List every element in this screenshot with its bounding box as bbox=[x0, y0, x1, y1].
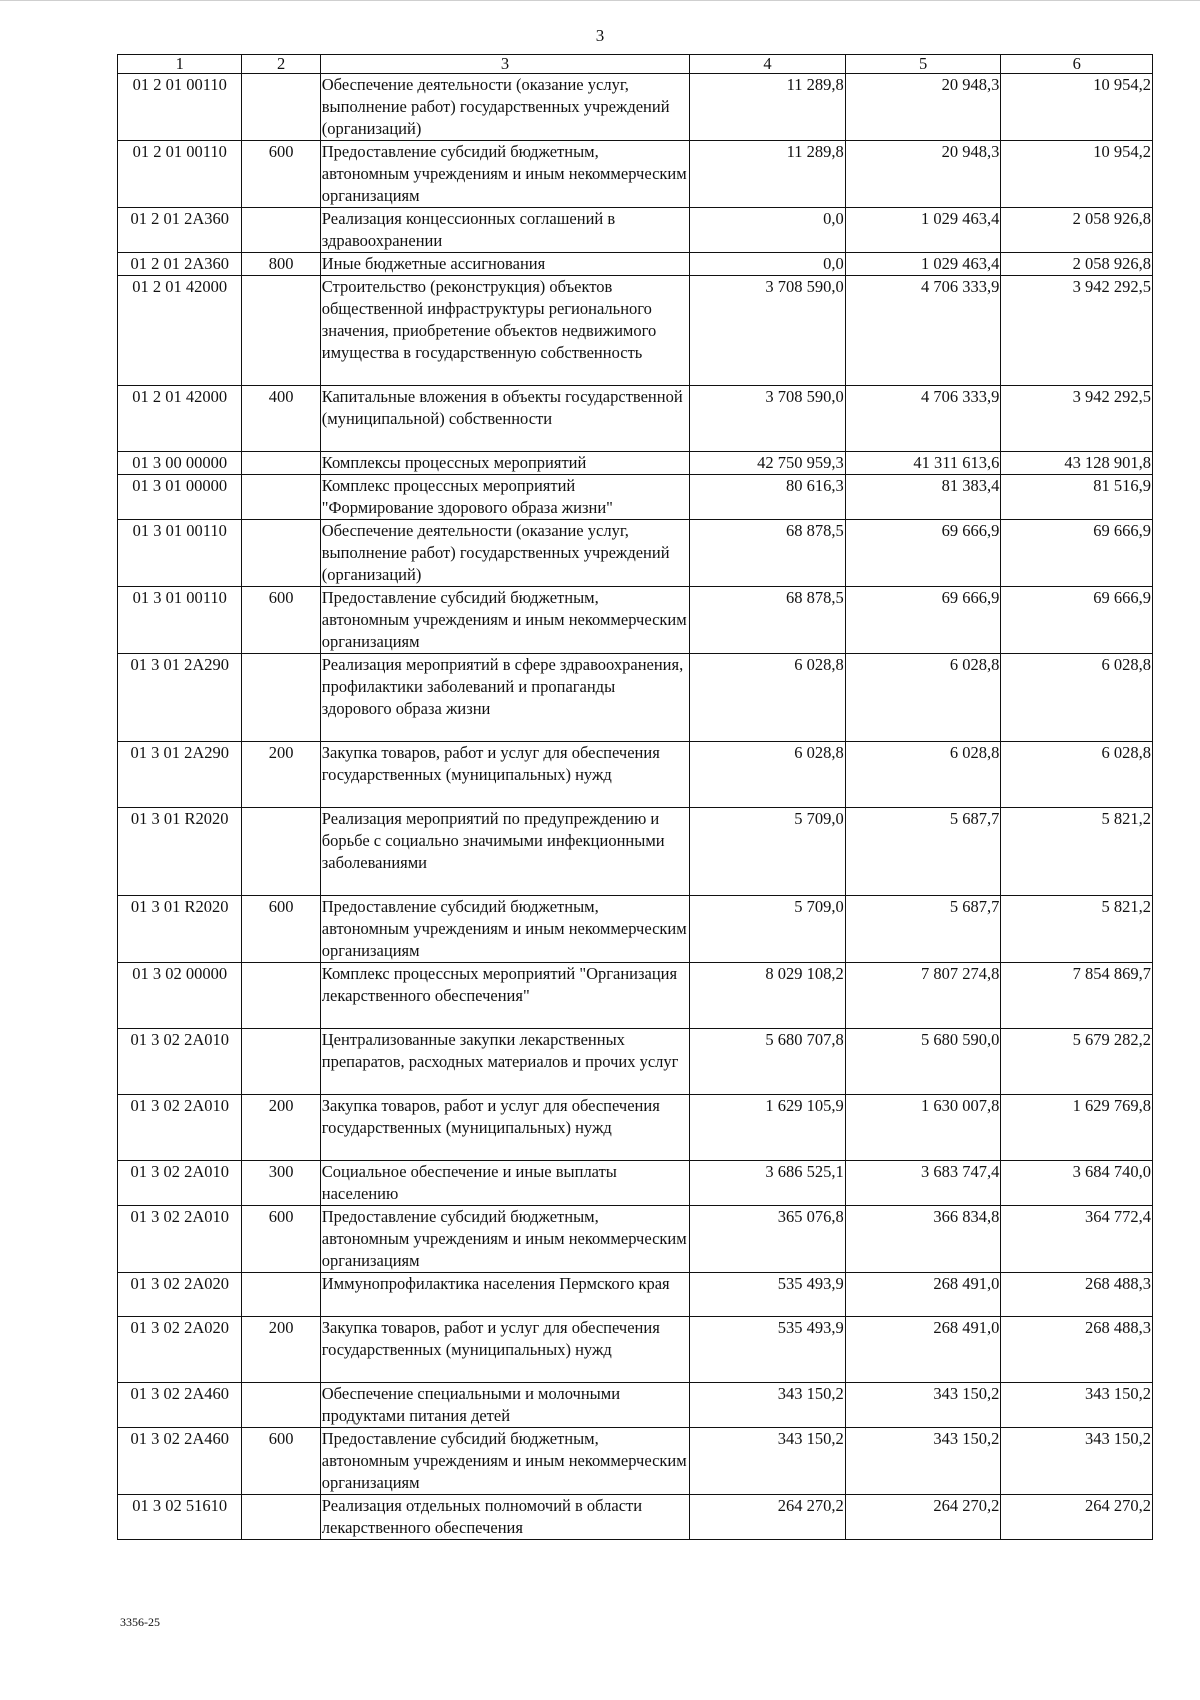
row-value-col4: 0,0 bbox=[690, 253, 846, 276]
row-name: Иммунопрофилактика населения Пермского края bbox=[320, 1273, 689, 1317]
row-expense-type bbox=[242, 963, 320, 1029]
row-value-col6: 5 821,2 bbox=[1001, 808, 1153, 896]
row-value-col4: 5 709,0 bbox=[690, 808, 846, 896]
row-name: Комплекс процессных мероприятий "Формирование здорового образа жизни" bbox=[320, 475, 689, 520]
row-name: Предоставление субсидий бюджетным, автономным учреждениям и иным некоммерческим организациям bbox=[320, 1206, 689, 1273]
row-name: Обеспечение деятельности (оказание услуг, выполнение работ) государственных учреждений (организаций) bbox=[320, 74, 689, 141]
row-value-col6: 2 058 926,8 bbox=[1001, 253, 1153, 276]
row-value-col4: 535 493,9 bbox=[690, 1273, 846, 1317]
table-row bbox=[118, 452, 1153, 475]
table-row bbox=[118, 654, 1153, 742]
row-expense-type bbox=[242, 1383, 320, 1428]
row-value-col5: 6 028,8 bbox=[845, 654, 1001, 742]
table-row bbox=[118, 74, 1153, 141]
row-value-col4: 3 708 590,0 bbox=[690, 386, 846, 452]
row-value-col5: 264 270,2 bbox=[845, 1495, 1001, 1540]
row-value-col6: 364 772,4 bbox=[1001, 1206, 1153, 1273]
table-row bbox=[118, 742, 1153, 808]
row-value-col4: 5 680 707,8 bbox=[690, 1029, 846, 1095]
row-code: 01 2 01 42000 bbox=[118, 276, 242, 386]
row-code: 01 3 01 00110 bbox=[118, 587, 242, 654]
row-name: Централизованные закупки лекарственных препаратов, расходных материалов и прочих услуг bbox=[320, 1029, 689, 1095]
row-value-col4: 6 028,8 bbox=[690, 742, 846, 808]
row-expense-type bbox=[242, 1273, 320, 1317]
row-name: Реализация мероприятий по предупреждению и борьбе с социально значимыми инфекционными заболеваниями bbox=[320, 808, 689, 896]
row-code: 01 3 02 2А010 bbox=[118, 1206, 242, 1273]
row-value-col6: 343 150,2 bbox=[1001, 1428, 1153, 1495]
row-value-col5: 268 491,0 bbox=[845, 1273, 1001, 1317]
row-value-col6: 343 150,2 bbox=[1001, 1383, 1153, 1428]
row-code: 01 2 01 42000 bbox=[118, 386, 242, 452]
row-value-col5: 268 491,0 bbox=[845, 1317, 1001, 1383]
document-footer-code: 3356-25 bbox=[120, 1615, 160, 1629]
row-code: 01 3 01 2А290 bbox=[118, 654, 242, 742]
row-value-col5: 7 807 274,8 bbox=[845, 963, 1001, 1029]
row-code: 01 3 02 2А010 bbox=[118, 1095, 242, 1161]
row-code: 01 3 02 00000 bbox=[118, 963, 242, 1029]
row-value-col6: 5 679 282,2 bbox=[1001, 1029, 1153, 1095]
row-value-col4: 343 150,2 bbox=[690, 1383, 846, 1428]
table-row bbox=[118, 1206, 1153, 1273]
row-value-col6: 3 942 292,5 bbox=[1001, 276, 1153, 386]
row-code: 01 3 02 2А020 bbox=[118, 1317, 242, 1383]
header-col-2: 2 bbox=[242, 55, 320, 74]
row-value-col4: 68 878,5 bbox=[690, 587, 846, 654]
row-expense-type: 600 bbox=[242, 896, 320, 963]
row-value-col5: 5 680 590,0 bbox=[845, 1029, 1001, 1095]
row-value-col6: 6 028,8 bbox=[1001, 654, 1153, 742]
row-code: 01 2 01 00110 bbox=[118, 74, 242, 141]
row-value-col5: 343 150,2 bbox=[845, 1383, 1001, 1428]
header-col-1: 1 bbox=[118, 55, 242, 74]
row-code: 01 3 01 00110 bbox=[118, 520, 242, 587]
row-expense-type bbox=[242, 452, 320, 475]
header-col-4: 4 bbox=[690, 55, 846, 74]
row-code: 01 2 01 2А360 bbox=[118, 253, 242, 276]
row-name: Обеспечение специальными и молочными продуктами питания детей bbox=[320, 1383, 689, 1428]
table-row bbox=[118, 141, 1153, 208]
table-row bbox=[118, 1095, 1153, 1161]
row-expense-type bbox=[242, 1029, 320, 1095]
row-value-col4: 343 150,2 bbox=[690, 1428, 846, 1495]
table-row bbox=[118, 1161, 1153, 1206]
row-expense-type: 600 bbox=[242, 587, 320, 654]
row-name: Комплексы процессных мероприятий bbox=[320, 452, 689, 475]
row-value-col5: 343 150,2 bbox=[845, 1428, 1001, 1495]
row-value-col4: 1 629 105,9 bbox=[690, 1095, 846, 1161]
row-expense-type: 400 bbox=[242, 386, 320, 452]
row-name: Реализация концессионных соглашений в здравоохранении bbox=[320, 208, 689, 253]
header-col-6: 6 bbox=[1001, 55, 1153, 74]
table-row bbox=[118, 520, 1153, 587]
row-name: Предоставление субсидий бюджетным, автономным учреждениям и иным некоммерческим организациям bbox=[320, 896, 689, 963]
row-value-col5: 81 383,4 bbox=[845, 475, 1001, 520]
row-value-col4: 6 028,8 bbox=[690, 654, 846, 742]
row-value-col5: 366 834,8 bbox=[845, 1206, 1001, 1273]
scan-edge-line bbox=[0, 0, 1200, 1]
row-value-col5: 6 028,8 bbox=[845, 742, 1001, 808]
row-value-col5: 5 687,7 bbox=[845, 896, 1001, 963]
row-value-col5: 1 630 007,8 bbox=[845, 1095, 1001, 1161]
row-value-col5: 4 706 333,9 bbox=[845, 276, 1001, 386]
row-value-col5: 20 948,3 bbox=[845, 74, 1001, 141]
row-name: Реализация мероприятий в сфере здравоохранения, профилактики заболеваний и пропаганды здорового образа жизни bbox=[320, 654, 689, 742]
row-value-col4: 264 270,2 bbox=[690, 1495, 846, 1540]
row-expense-type bbox=[242, 74, 320, 141]
row-value-col5: 3 683 747,4 bbox=[845, 1161, 1001, 1206]
row-name: Капитальные вложения в объекты государственной (муниципальной) собственности bbox=[320, 386, 689, 452]
row-value-col4: 0,0 bbox=[690, 208, 846, 253]
row-name: Закупка товаров, работ и услуг для обеспечения государственных (муниципальных) нужд bbox=[320, 1095, 689, 1161]
row-value-col6: 2 058 926,8 bbox=[1001, 208, 1153, 253]
row-value-col5: 5 687,7 bbox=[845, 808, 1001, 896]
row-value-col5: 4 706 333,9 bbox=[845, 386, 1001, 452]
row-value-col5: 69 666,9 bbox=[845, 587, 1001, 654]
row-name: Обеспечение деятельности (оказание услуг, выполнение работ) государственных учреждений (организаций) bbox=[320, 520, 689, 587]
row-value-col6: 7 854 869,7 bbox=[1001, 963, 1153, 1029]
header-col-5: 5 bbox=[845, 55, 1001, 74]
row-value-col4: 11 289,8 bbox=[690, 141, 846, 208]
table-row bbox=[118, 587, 1153, 654]
row-name: Комплекс процессных мероприятий "Организация лекарственного обеспечения" bbox=[320, 963, 689, 1029]
row-code: 01 3 00 00000 bbox=[118, 452, 242, 475]
row-value-col4: 365 076,8 bbox=[690, 1206, 846, 1273]
row-name: Иные бюджетные ассигнования bbox=[320, 253, 689, 276]
row-value-col6: 69 666,9 bbox=[1001, 587, 1153, 654]
row-expense-type: 200 bbox=[242, 742, 320, 808]
row-code: 01 3 01 2А290 bbox=[118, 742, 242, 808]
row-name: Закупка товаров, работ и услуг для обеспечения государственных (муниципальных) нужд bbox=[320, 742, 689, 808]
table-row bbox=[118, 1029, 1153, 1095]
row-name: Предоставление субсидий бюджетным, автономным учреждениям и иным некоммерческим организациям bbox=[320, 587, 689, 654]
row-name: Закупка товаров, работ и услуг для обеспечения государственных (муниципальных) нужд bbox=[320, 1317, 689, 1383]
row-value-col5: 41 311 613,6 bbox=[845, 452, 1001, 475]
row-value-col4: 3 708 590,0 bbox=[690, 276, 846, 386]
row-value-col4: 535 493,9 bbox=[690, 1317, 846, 1383]
row-expense-type: 200 bbox=[242, 1317, 320, 1383]
row-value-col6: 1 629 769,8 bbox=[1001, 1095, 1153, 1161]
table-row bbox=[118, 253, 1153, 276]
row-value-col6: 5 821,2 bbox=[1001, 896, 1153, 963]
row-code: 01 3 02 2А460 bbox=[118, 1428, 242, 1495]
row-expense-type: 600 bbox=[242, 141, 320, 208]
row-expense-type bbox=[242, 1495, 320, 1540]
budget-table bbox=[117, 54, 1153, 1540]
row-name: Строительство (реконструкция) объектов общественной инфраструктуры регионального значения, приобретение объектов недвижимого имущества в государственную собственность bbox=[320, 276, 689, 386]
row-name: Социальное обеспечение и иные выплаты населению bbox=[320, 1161, 689, 1206]
row-code: 01 3 02 2А460 bbox=[118, 1383, 242, 1428]
table-row bbox=[118, 1383, 1153, 1428]
row-value-col5: 1 029 463,4 bbox=[845, 253, 1001, 276]
row-value-col4: 5 709,0 bbox=[690, 896, 846, 963]
table-row bbox=[118, 276, 1153, 386]
row-value-col6: 69 666,9 bbox=[1001, 520, 1153, 587]
header-col-3: 3 bbox=[320, 55, 689, 74]
row-value-col6: 268 488,3 bbox=[1001, 1317, 1153, 1383]
row-value-col4: 11 289,8 bbox=[690, 74, 846, 141]
table-row bbox=[118, 896, 1153, 963]
table-row bbox=[118, 963, 1153, 1029]
table-row bbox=[118, 1495, 1153, 1540]
table-row bbox=[118, 208, 1153, 253]
table-header bbox=[118, 55, 1153, 74]
row-value-col6: 264 270,2 bbox=[1001, 1495, 1153, 1540]
row-value-col6: 10 954,2 bbox=[1001, 74, 1153, 141]
row-expense-type: 300 bbox=[242, 1161, 320, 1206]
row-value-col6: 43 128 901,8 bbox=[1001, 452, 1153, 475]
row-expense-type bbox=[242, 475, 320, 520]
row-code: 01 3 02 2А010 bbox=[118, 1161, 242, 1206]
table-row bbox=[118, 1317, 1153, 1383]
row-value-col6: 81 516,9 bbox=[1001, 475, 1153, 520]
row-expense-type bbox=[242, 208, 320, 253]
row-value-col4: 42 750 959,3 bbox=[690, 452, 846, 475]
table-row bbox=[118, 1428, 1153, 1495]
table-row bbox=[118, 475, 1153, 520]
page-number: 3 bbox=[595, 26, 605, 45]
row-name: Предоставление субсидий бюджетным, автономным учреждениям и иным некоммерческим организациям bbox=[320, 141, 689, 208]
row-value-col6: 3 684 740,0 bbox=[1001, 1161, 1153, 1206]
row-expense-type: 200 bbox=[242, 1095, 320, 1161]
table-row bbox=[118, 1273, 1153, 1317]
row-expense-type: 600 bbox=[242, 1206, 320, 1273]
row-code: 01 3 02 2А010 bbox=[118, 1029, 242, 1095]
row-expense-type bbox=[242, 276, 320, 386]
row-code: 01 2 01 2А360 bbox=[118, 208, 242, 253]
row-value-col4: 3 686 525,1 bbox=[690, 1161, 846, 1206]
row-expense-type: 600 bbox=[242, 1428, 320, 1495]
row-value-col5: 1 029 463,4 bbox=[845, 208, 1001, 253]
row-name: Предоставление субсидий бюджетным, автономным учреждениям и иным некоммерческим организациям bbox=[320, 1428, 689, 1495]
row-value-col6: 10 954,2 bbox=[1001, 141, 1153, 208]
table-body bbox=[118, 74, 1153, 1540]
table-row bbox=[118, 808, 1153, 896]
row-expense-type bbox=[242, 520, 320, 587]
row-code: 01 3 02 51610 bbox=[118, 1495, 242, 1540]
row-expense-type: 800 bbox=[242, 253, 320, 276]
row-value-col4: 68 878,5 bbox=[690, 520, 846, 587]
row-code: 01 2 01 00110 bbox=[118, 141, 242, 208]
row-value-col5: 69 666,9 bbox=[845, 520, 1001, 587]
row-value-col4: 80 616,3 bbox=[690, 475, 846, 520]
row-code: 01 3 02 2А020 bbox=[118, 1273, 242, 1317]
row-value-col6: 6 028,8 bbox=[1001, 742, 1153, 808]
row-value-col6: 3 942 292,5 bbox=[1001, 386, 1153, 452]
table-row bbox=[118, 386, 1153, 452]
row-code: 01 3 01 R2020 bbox=[118, 808, 242, 896]
row-value-col5: 20 948,3 bbox=[845, 141, 1001, 208]
row-value-col4: 8 029 108,2 bbox=[690, 963, 846, 1029]
row-value-col6: 268 488,3 bbox=[1001, 1273, 1153, 1317]
row-name: Реализация отдельных полномочий в области лекарственного обеспечения bbox=[320, 1495, 689, 1540]
row-expense-type bbox=[242, 808, 320, 896]
row-expense-type bbox=[242, 654, 320, 742]
row-code: 01 3 01 00000 bbox=[118, 475, 242, 520]
row-code: 01 3 01 R2020 bbox=[118, 896, 242, 963]
header-row bbox=[118, 55, 1153, 74]
